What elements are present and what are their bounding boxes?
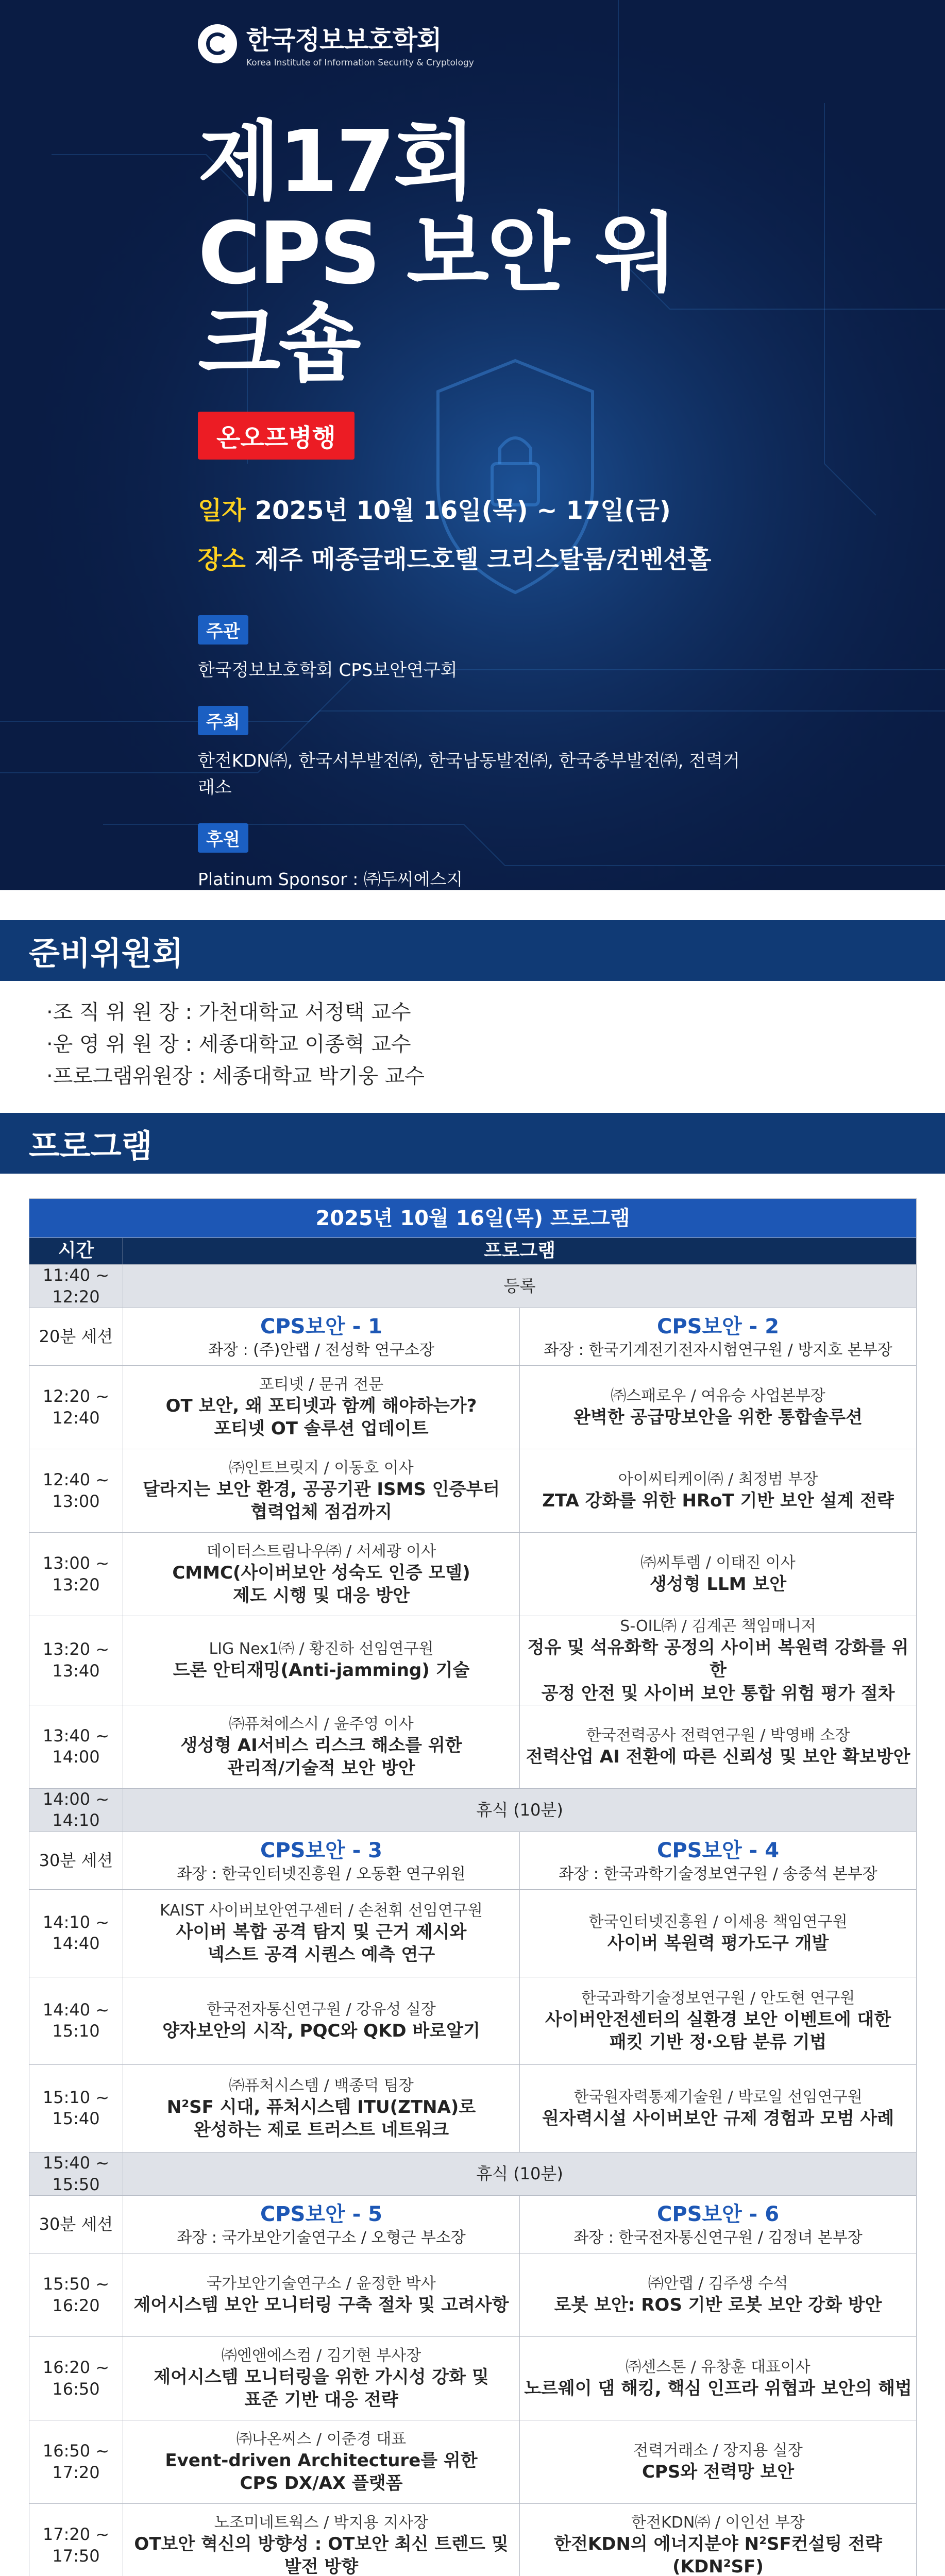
table-row xyxy=(29,1533,917,1616)
speaker: ㈜나온씨스 / 이준경 대표 xyxy=(236,2430,407,2448)
table-cell xyxy=(123,2337,520,2420)
table-cell: 11:40 ~ 12:20 xyxy=(29,1265,123,1308)
session-title: CPS보안 - 1 xyxy=(260,1315,383,1339)
speaker: ㈜씨투렘 / 이태진 이사 xyxy=(640,1554,796,1572)
speaker: 한국전자통신연구원 / 강유성 실장 xyxy=(207,2000,436,2019)
event-title: CPS 보안 워크숍 xyxy=(198,204,676,394)
talk-title: 협력업체 점검까지 xyxy=(250,1502,392,1523)
table-cell xyxy=(520,2253,917,2337)
table-cell: 프로그램 xyxy=(123,1238,917,1265)
table-cell: 13:20 ~ 13:40 xyxy=(29,1616,123,1705)
hero-banner xyxy=(0,0,945,890)
org-logo-icon xyxy=(198,24,237,63)
table-row xyxy=(29,2420,917,2504)
table-row xyxy=(29,1366,917,1449)
talk-title: 원자력시설 사이버보안 규제 경험과 모범 사례 xyxy=(542,2108,895,2129)
talk-title: 넥스트 공격 시퀀스 예측 연구 xyxy=(207,1944,435,1965)
session-chair: 좌장 : 한국전자통신연구원 / 김정녀 본부장 xyxy=(573,2229,863,2247)
table-cell xyxy=(123,2504,520,2576)
table-cell xyxy=(520,1449,917,1533)
table-cell xyxy=(520,2337,917,2420)
talk-title: 양자보안의 시작, PQC와 QKD 바로알기 xyxy=(162,2020,480,2041)
table-cell: 13:00 ~ 13:20 xyxy=(29,1533,123,1616)
talk-title: 로봇 보안: ROS 기반 로봇 보안 강화 방안 xyxy=(554,2295,882,2316)
day1-title: 2025년 10월 16일(목) 프로그램 xyxy=(29,1199,917,1238)
table-cell: 13:40 ~ 14:00 xyxy=(29,1705,123,1788)
talk-title: 완벽한 공급망보안을 위한 통합솔루션 xyxy=(573,1407,863,1428)
table-cell xyxy=(123,1366,520,1449)
talk-title: 전력산업 AI 전환에 따른 신뢰성 및 보안 확보방안 xyxy=(526,1746,910,1767)
table-cell: 14:10 ~ 14:40 xyxy=(29,1889,123,1977)
talk-title: 제어시스템 모니터링을 위한 가시성 강화 및 xyxy=(154,2366,489,2387)
speaker: ㈜센스톤 / 유창훈 대표이사 xyxy=(626,2358,811,2377)
table-cell: 시간 xyxy=(29,1238,123,1265)
org-name: 한국정보보호학회 xyxy=(246,25,442,55)
table-cell: 15:50 ~ 16:20 xyxy=(29,2253,123,2337)
table-cell xyxy=(123,2064,520,2152)
talk-title: 사이버안전센터의 실환경 보안 이벤트에 대한 xyxy=(545,2009,891,2030)
table-row xyxy=(29,1977,917,2064)
table-cell xyxy=(520,1366,917,1449)
talk-title: CMMC(사이버보안 성숙도 인증 모델) xyxy=(172,1563,470,1583)
talk-title: 한전KDN의 에너지분야 N²SF컨설팅 전략 (KDN²SF) xyxy=(554,2533,882,2576)
talk-title: 달라지는 보안 환경, 공공기관 ISMS 인증부터 xyxy=(142,1479,500,1500)
talk-title: 정유 및 석유화학 공정의 사이버 복원력 강화를 위한 xyxy=(527,1637,909,1681)
session-chair: 좌장 : 국가보안기술연구소 / 오형근 부소장 xyxy=(177,2229,466,2247)
table-cell xyxy=(520,1889,917,1977)
table-cell: 14:40 ~ 15:10 xyxy=(29,1977,123,2064)
host-block: 주관 한국정보보호학회 CPS보안연구회 xyxy=(198,615,749,684)
talk-title: 사이버 복합 공격 탐지 및 근거 제시와 xyxy=(176,1921,467,1942)
session-chair: 좌장 : 한국기계전기전자시험연구원 / 방지호 본부장 xyxy=(544,1341,892,1360)
table-row xyxy=(29,1449,917,1533)
sponsor-line: Platinum Sponsor : ㈜두씨에스지 xyxy=(198,869,463,889)
org-name-en: Korea Institute of Information Security & Cryptology xyxy=(246,58,474,68)
table-cell xyxy=(123,1705,520,1788)
speaker: 한국전력공사 전력연구원 / 박영배 소장 xyxy=(586,1726,850,1744)
speaker: 데이터스트림나우㈜ / 서세광 이사 xyxy=(206,1543,436,1561)
talk-title: CPS와 전력망 보안 xyxy=(642,2462,795,2483)
event-date: 일자 2025년 10월 16일(목) ~ 17일(금) xyxy=(198,496,671,525)
org-logo xyxy=(198,20,749,68)
table-cell: 등록 xyxy=(123,1265,917,1308)
committee-list: ·조 직 위 원 장 : 가천대학교 서정택 교수 ·운 영 위 원 장 : 세종대학교 이종혁 교수 ·프로그램위원장 : 세종대학교 박기웅 교수 xyxy=(46,1001,425,1088)
table-row xyxy=(29,2337,917,2420)
table-cell xyxy=(123,1616,520,1705)
table-cell xyxy=(520,1308,917,1366)
session-title: CPS보안 - 4 xyxy=(656,1838,780,1862)
table-cell: 12:40 ~ 13:00 xyxy=(29,1449,123,1533)
session-chair: 좌장 : (주)안랩 / 전성학 연구소장 xyxy=(208,1341,435,1360)
speaker: ㈜엔앤에스컴 / 김기현 부사장 xyxy=(221,2346,421,2365)
speaker: LIG Nex1㈜ / 황진하 선임연구원 xyxy=(209,1640,434,1658)
table-cell xyxy=(123,1977,520,2064)
session-chair: 좌장 : 한국인터넷진흥원 / 오동환 연구위원 xyxy=(177,1865,466,1883)
table-cell: 휴식 (10분) xyxy=(123,1788,917,1832)
organizer-block: 주최 한전KDN㈜, 한국서부발전㈜, 한국남동발전㈜, 한국중부발전㈜, 전력거래소 xyxy=(198,706,749,802)
table-cell: 30분 세션 xyxy=(29,2196,123,2253)
table-cell xyxy=(123,1308,520,1366)
speaker: 한국과학기술정보연구원 / 안도현 연구원 xyxy=(581,1989,855,2007)
speaker: ㈜퓨쳐에스시 / 윤주영 이사 xyxy=(229,1715,414,1733)
talk-title: 공정 안전 및 사이버 보안 통합 위험 평가 절차 xyxy=(541,1683,895,1704)
talk-title: 생성형 LLM 보안 xyxy=(649,1574,787,1595)
table-cell xyxy=(123,1889,520,1977)
table-cell: 15:40 ~ 15:50 xyxy=(29,2152,123,2195)
session-title: CPS보안 - 6 xyxy=(656,2202,780,2227)
talk-title: 노르웨이 댐 해킹, 핵심 인프라 위협과 보안의 해법 xyxy=(524,2378,912,2399)
event-venue: 장소 제주 메종글래드호텔 크리스탈룸/컨벤션홀 xyxy=(198,545,712,574)
talk-title: CPS DX/AX 플랫폼 xyxy=(240,2473,403,2494)
table-cell xyxy=(123,1533,520,1616)
talk-title: 제어시스템 보안 모니터링 구축 절차 및 고려사항 xyxy=(133,2295,509,2316)
speaker: KAIST 사이버보안연구센터 / 손천휘 선임연구원 xyxy=(160,1901,483,1920)
table-cell: 15:10 ~ 15:40 xyxy=(29,2064,123,2152)
talk-title: 드론 안티재밍(Anti-jamming) 기술 xyxy=(173,1660,470,1681)
speaker: 전력거래소 / 장지용 실장 xyxy=(633,2442,803,2460)
talk-title: 제도 시행 및 대응 방안 xyxy=(233,1585,410,1606)
table-row xyxy=(29,1616,917,1705)
session-chair: 좌장 : 한국과학기술정보연구원 / 송중석 본부장 xyxy=(559,1865,878,1883)
talk-title: N²SF 시대, 퓨처시스템 ITU(ZTNA)로 xyxy=(166,2096,476,2117)
speaker: 국가보안기술연구소 / 윤정한 박사 xyxy=(207,2275,436,2293)
talk-title: 관리적/기술적 보안 방안 xyxy=(227,1757,415,1778)
talk-title: OT보안 혁신의 방향성 : OT보안 최신 트렌드 및 xyxy=(134,2533,509,2554)
talk-title: 패킷 기반 정·오탐 분류 기법 xyxy=(609,2031,827,2053)
table-cell xyxy=(520,1705,917,1788)
talk-title: 표준 기반 대응 전략 xyxy=(244,2389,398,2411)
hybrid-badge: 온오프병행 xyxy=(198,412,355,460)
table-cell: 16:50 ~ 17:20 xyxy=(29,2420,123,2504)
program-header: 프로그램 xyxy=(0,1113,945,1174)
speaker: ㈜스패로우 / 여유승 사업본부장 xyxy=(611,1387,825,1405)
talk-title: Event-driven Architecture를 위한 xyxy=(165,2450,478,2471)
talk-title: 생성형 AI서비스 리스크 해소를 위한 xyxy=(180,1735,462,1756)
table-cell xyxy=(520,1533,917,1616)
speaker: 노조미네트웍스 / 박지용 지사장 xyxy=(214,2513,429,2532)
table-row xyxy=(29,2504,917,2576)
table-cell xyxy=(520,2064,917,2152)
table-cell xyxy=(123,2253,520,2337)
talk-title: 완성하는 제로 트러스트 네트워크 xyxy=(193,2119,449,2140)
table-cell xyxy=(123,1832,520,1889)
table-cell: 휴식 (10분) xyxy=(123,2152,917,2195)
table-cell xyxy=(520,1977,917,2064)
table-cell: 14:00 ~ 14:10 xyxy=(29,1788,123,1832)
table-row xyxy=(29,2253,917,2337)
speaker: 아이씨티케이㈜ / 최정범 부장 xyxy=(618,1470,818,1489)
table-cell: 12:20 ~ 12:40 xyxy=(29,1366,123,1449)
table-cell: 30분 세션 xyxy=(29,1832,123,1889)
committee-header: 준비위원회 xyxy=(0,920,945,981)
talk-title: ZTA 강화를 위한 HRoT 기반 보안 설계 전략 xyxy=(542,1490,894,1512)
table-row xyxy=(29,1705,917,1788)
talk-title: 사이버 복원력 평가도구 개발 xyxy=(607,1933,829,1954)
table-cell: 17:20 ~ 17:50 xyxy=(29,2504,123,2576)
speaker: 포티넷 / 문귀 전문 xyxy=(259,1376,384,1394)
table-cell xyxy=(520,2196,917,2253)
table-cell: 16:20 ~ 16:50 xyxy=(29,2337,123,2420)
table-cell xyxy=(520,2504,917,2576)
table-cell xyxy=(123,2196,520,2253)
table-cell xyxy=(123,1449,520,1533)
speaker: 한국원자력통제기술원 / 박로일 선임연구원 xyxy=(573,2088,863,2106)
talk-title: 발전 방향 xyxy=(284,2556,359,2576)
event-edition: 제17회 xyxy=(198,112,474,212)
speaker: ㈜인트브릿지 / 이동호 이사 xyxy=(229,1459,414,1477)
talk-title: 포티넷 OT 솔루션 업데이트 xyxy=(214,1418,429,1439)
speaker: ㈜안랩 / 김주생 수석 xyxy=(648,2275,788,2293)
sponsor-block: 후원 Platinum Sponsor : ㈜두씨에스지 xyxy=(198,823,749,890)
session-title: CPS보안 - 3 xyxy=(260,1838,383,1862)
table-cell xyxy=(520,1832,917,1889)
speaker: 한전KDN㈜ / 이인선 부장 xyxy=(631,2513,805,2532)
speaker: 한국인터넷진흥원 / 이세용 책임연구원 xyxy=(588,1912,848,1931)
table-cell xyxy=(123,2420,520,2504)
speaker: S-OIL㈜ / 김계곤 책임매니저 xyxy=(620,1617,816,1636)
speaker: ㈜퓨처시스템 / 백종덕 팀장 xyxy=(229,2076,414,2095)
table-cell xyxy=(520,1616,917,1705)
table-cell: 20분 세션 xyxy=(29,1308,123,1366)
session-title: CPS보안 - 2 xyxy=(656,1315,780,1339)
talk-title: OT 보안, 왜 포티넷과 함께 해야하는가? xyxy=(165,1396,477,1416)
session-title: CPS보안 - 5 xyxy=(260,2202,383,2227)
day1-table xyxy=(29,1198,917,2576)
table-row xyxy=(29,1889,917,1977)
table-cell xyxy=(520,2420,917,2504)
table-row xyxy=(29,2064,917,2152)
